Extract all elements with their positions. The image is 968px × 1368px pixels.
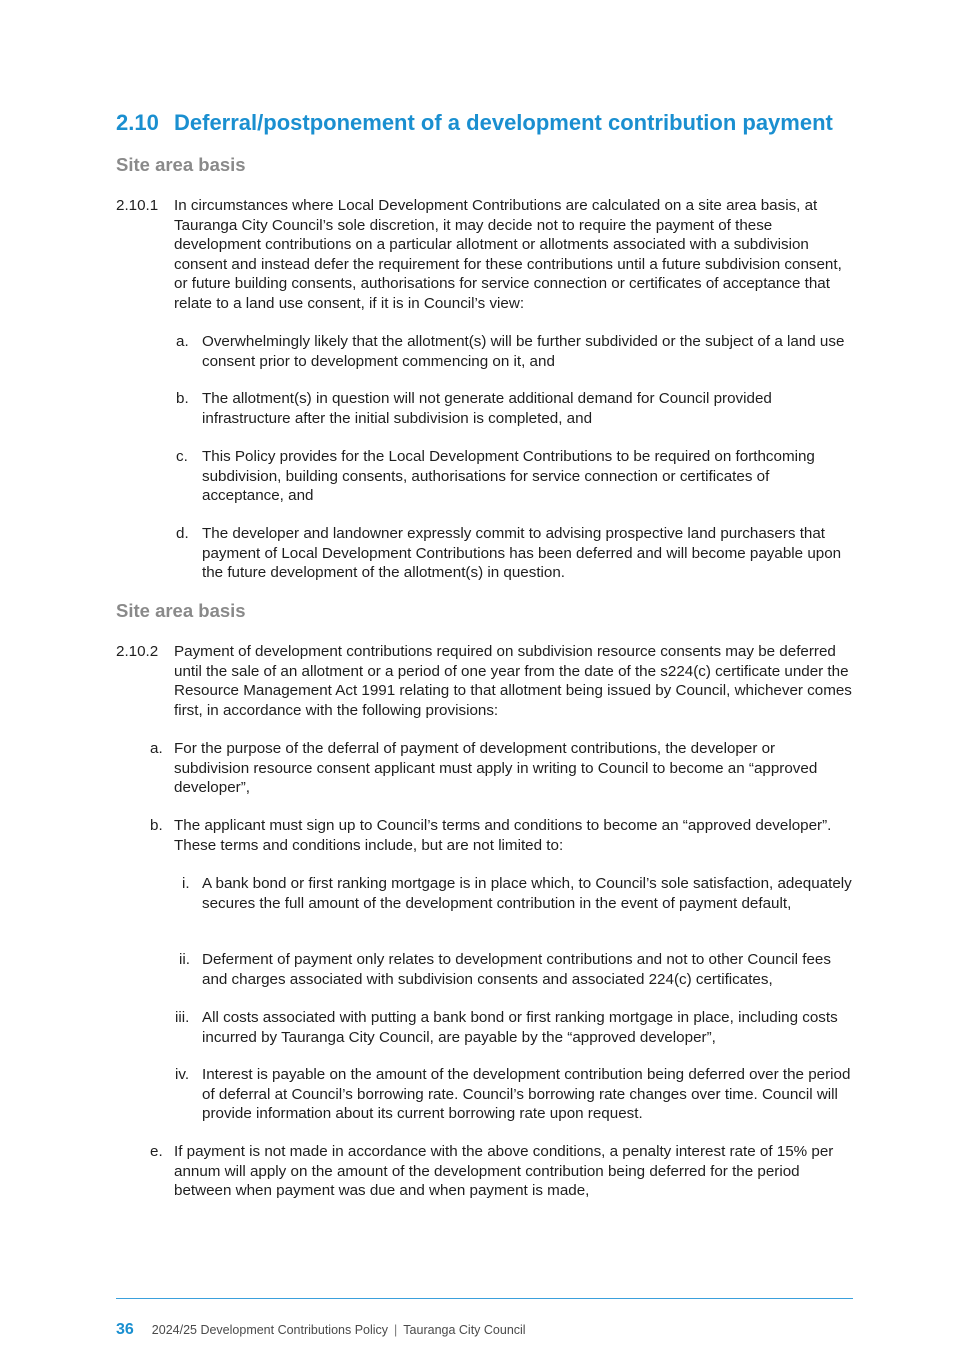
list-item-d [176, 524, 854, 583]
sub-item-label: iv. [175, 1066, 190, 1083]
sub-item-text: All costs associated with putting a bank bond or first ranking mortgage in place, including costs incurred by Tauranga City Council, are payable by the “approved developer”, [202, 1009, 838, 1046]
list-item-label: a. [150, 740, 163, 757]
list-item-text: The developer and landowner expressly commit to advising prospective land purchasers that payment of Local Development Contributions has been deferred and will become payable upon the future development of the allotment(s) in question. [202, 525, 842, 582]
sub-item-label: iii. [175, 1009, 190, 1026]
subheading-site-area-basis-1: Site area basis [116, 154, 246, 175]
sub-item-text: Interest is payable on the amount of the development contribution being deferred over the period of deferral at Council’s borrowing rate. Council’s borrowing rate changes over time. Council will provide information about its current borrowing rate upon request. [202, 1066, 851, 1123]
list-item-text: The allotment(s) in question will not generate additional demand for Council provided infrastructure after the initial subdivision is completed, and [202, 390, 772, 427]
page-footer [116, 1321, 526, 1339]
section-title: Deferral/postponement of a development contribution payment [174, 110, 833, 135]
list-item-text: The applicant must sign up to Council’s terms and conditions to become an “approved developer”. These terms and conditions include, but are not limited to: [174, 817, 832, 854]
sub-item-ii [179, 950, 854, 989]
sub-item-iv [175, 1065, 854, 1124]
clause-number: 2.10.2 [116, 643, 159, 660]
list-item-e [150, 1142, 854, 1201]
section-number: 2.10 [116, 110, 159, 135]
sub-item-iii [175, 1008, 854, 1047]
clause-text: Payment of development contributions required on subdivision resource consents may be deferred until the sale of an allotment or a period of one year from the date of the s224(c) certificate under the Resource Management Act 1991 relating to that allotment being issued by Council, whichever comes first, in accordance with the following provisions: [174, 643, 852, 719]
list-item-text: For the purpose of the deferral of payment of development contributions, the developer or subdivision resource consent applicant must apply in writing to Council to become an “approved developer”, [174, 740, 818, 797]
list-item-a [150, 739, 854, 798]
list-item-label: d. [176, 525, 189, 542]
subheading-site-area-basis-2: Site area basis [116, 600, 246, 621]
list-item-text: Overwhelmingly likely that the allotment(s) will be further subdivided or the subject of a land use consent prior to development commencing on it, and [202, 333, 845, 370]
clause-number: 2.10.1 [116, 197, 159, 214]
list-item-label: a. [176, 333, 189, 350]
list-item-c [176, 447, 854, 506]
clause-2-10-2 [116, 642, 854, 720]
list-item-b [176, 389, 854, 428]
list-item-b [150, 816, 854, 855]
list-item-text: If payment is not made in accordance with the above conditions, a penalty interest rate of 15% per annum will apply on the amount of the development contribution being deferred for the period between when payment was due and when payment is made, [174, 1143, 834, 1200]
clause-2-10-1 [116, 196, 854, 314]
clause-text: In circumstances where Local Development Contributions are calculated on a site area basis, at Tauranga City Council’s sole discretion, it may decide not to require the payment of these development contributions on a particular allotment or allotments associated with a subdivision consent and instead defer the requirement for these contributions until a future subdivision consent, or future building consents, authorisations for service connection or certificates of acceptance that relate to a land use consent, if it is in Council’s view: [174, 197, 842, 312]
footer-rule [116, 1298, 853, 1299]
footer-separator: | [394, 1323, 398, 1337]
sub-item-i [182, 874, 854, 913]
sub-item-text: Deferment of payment only relates to development contributions and not to other Council fees and charges associated with subdivision consents and associated 224(c) certificates, [202, 951, 831, 988]
list-item-a [176, 332, 854, 371]
footer-organisation: Tauranga City Council [403, 1323, 526, 1337]
footer-document-title: 2024/25 Development Contributions Policy [151, 1323, 389, 1337]
list-item-label: e. [150, 1143, 163, 1160]
page-number: 36 [116, 1321, 134, 1338]
list-item-label: c. [176, 448, 188, 465]
list-item-label: b. [150, 817, 163, 834]
sub-item-label: ii. [179, 951, 190, 968]
sub-item-text: A bank bond or first ranking mortgage is in place which, to Council’s sole satisfaction, adequately secures the full amount of the development contribution in the event of payment default, [202, 875, 852, 912]
section-heading [116, 110, 833, 136]
list-item-label: b. [176, 390, 189, 407]
list-item-text: This Policy provides for the Local Development Contributions to be required on forthcoming subdivision, building consents, authorisations for service connection or certificates of acceptance, and [202, 448, 815, 505]
sub-item-label: i. [182, 875, 190, 892]
